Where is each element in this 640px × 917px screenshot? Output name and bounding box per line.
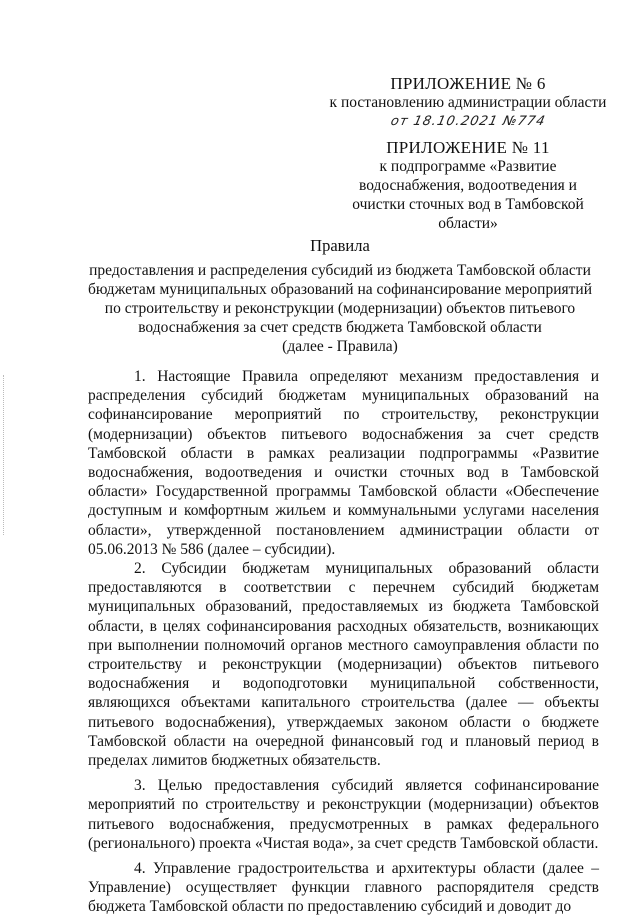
paragraph-3: 3. Целью предоставления субсидий является софинансирование мероприятий по строительству и реконструкции (модернизации) объектов питьевого водоснабжения, предусмотренных в рамках федерального (регионального) проекта «Чистая вода», за счет средств Тамбовской области. — [88, 777, 599, 852]
document-title — [80, 236, 600, 356]
title-line: водоснабжения за счет средств бюджета Тамбовской области — [138, 319, 542, 336]
paragraph-1: 1. Настоящие Правила определяют механизм предоставления и распределения субсидий бюджетам муниципальных образований на софинансирование мероприятий по строительству, реконструкции (модернизации) объектов питьевого водоснабжения за счет средств Тамбовской области в рамках реализации подпрограммы «Развитие водоснабжения, водоотведения и очистки сточных вод в Тамбовской области» Государственной программы Тамбовской области «Обеспечение доступным и комфортным жильем и коммунальными услугами населения области», утвержденной постановлением администрации области от 05.06.2013 № 586 (далее – субсидии). — [88, 368, 599, 558]
paragraph-4: 4. Управление градостроительства и архитектуры области (далее – Управление) осуществляет функции главного распорядителя средств бюджета Тамбовской области по предоставлению субсидий и доводит до — [88, 860, 599, 916]
appendix-6-title: ПРИЛОЖЕНИЕ № 6 — [390, 74, 546, 93]
decree-reference: к постановлению администрации области — [329, 94, 607, 111]
program-line: очистки сточных вод в Тамбовской — [352, 196, 584, 213]
title-line: бюджетам муниципальных образований на софинансирование мероприятий — [88, 281, 592, 298]
appendix-header — [318, 74, 618, 233]
scan-margin-marks — [3, 375, 8, 535]
handwritten-date-number: от 18.10.2021 №774 — [389, 114, 547, 129]
program-line: области» — [438, 215, 498, 232]
program-line: водоснабжения, водоотведения и — [359, 177, 577, 194]
title-line: (далее - Правила) — [282, 338, 398, 355]
title-rules: Правила — [310, 236, 370, 255]
program-line: к подпрограмме «Развитие — [379, 158, 557, 175]
appendix-11-title: ПРИЛОЖЕНИЕ № 11 — [386, 138, 550, 157]
title-line: по строительству и реконструкции (модернизации) объектов питьевого — [104, 300, 576, 317]
paragraph-2: 2. Субсидии бюджетам муниципальных образований области предоставляются в соответствии с перечнем субсидий бюджетам муниципальных образований, предоставляемых из бюджета Тамбовской области, в целях софинансирования расходных обязательств, возникающих при выполнении полномочий органов местного самоуправления области по строительству и реконструкции (модернизации) объектов питьевого водоснабжения и водоподготовки муниципальной собственности, являющихся объектами капитального строительства (далее — объекты питьевого водоснабжения), утверждаемых законом области о бюджете Тамбовской области на очередной финансовый год и плановый период в пределах лимитов бюджетных обязательств. — [88, 560, 599, 770]
document-body — [88, 367, 599, 917]
title-line: предоставления и распределения субсидий из бюджета Тамбовской области — [89, 262, 591, 279]
